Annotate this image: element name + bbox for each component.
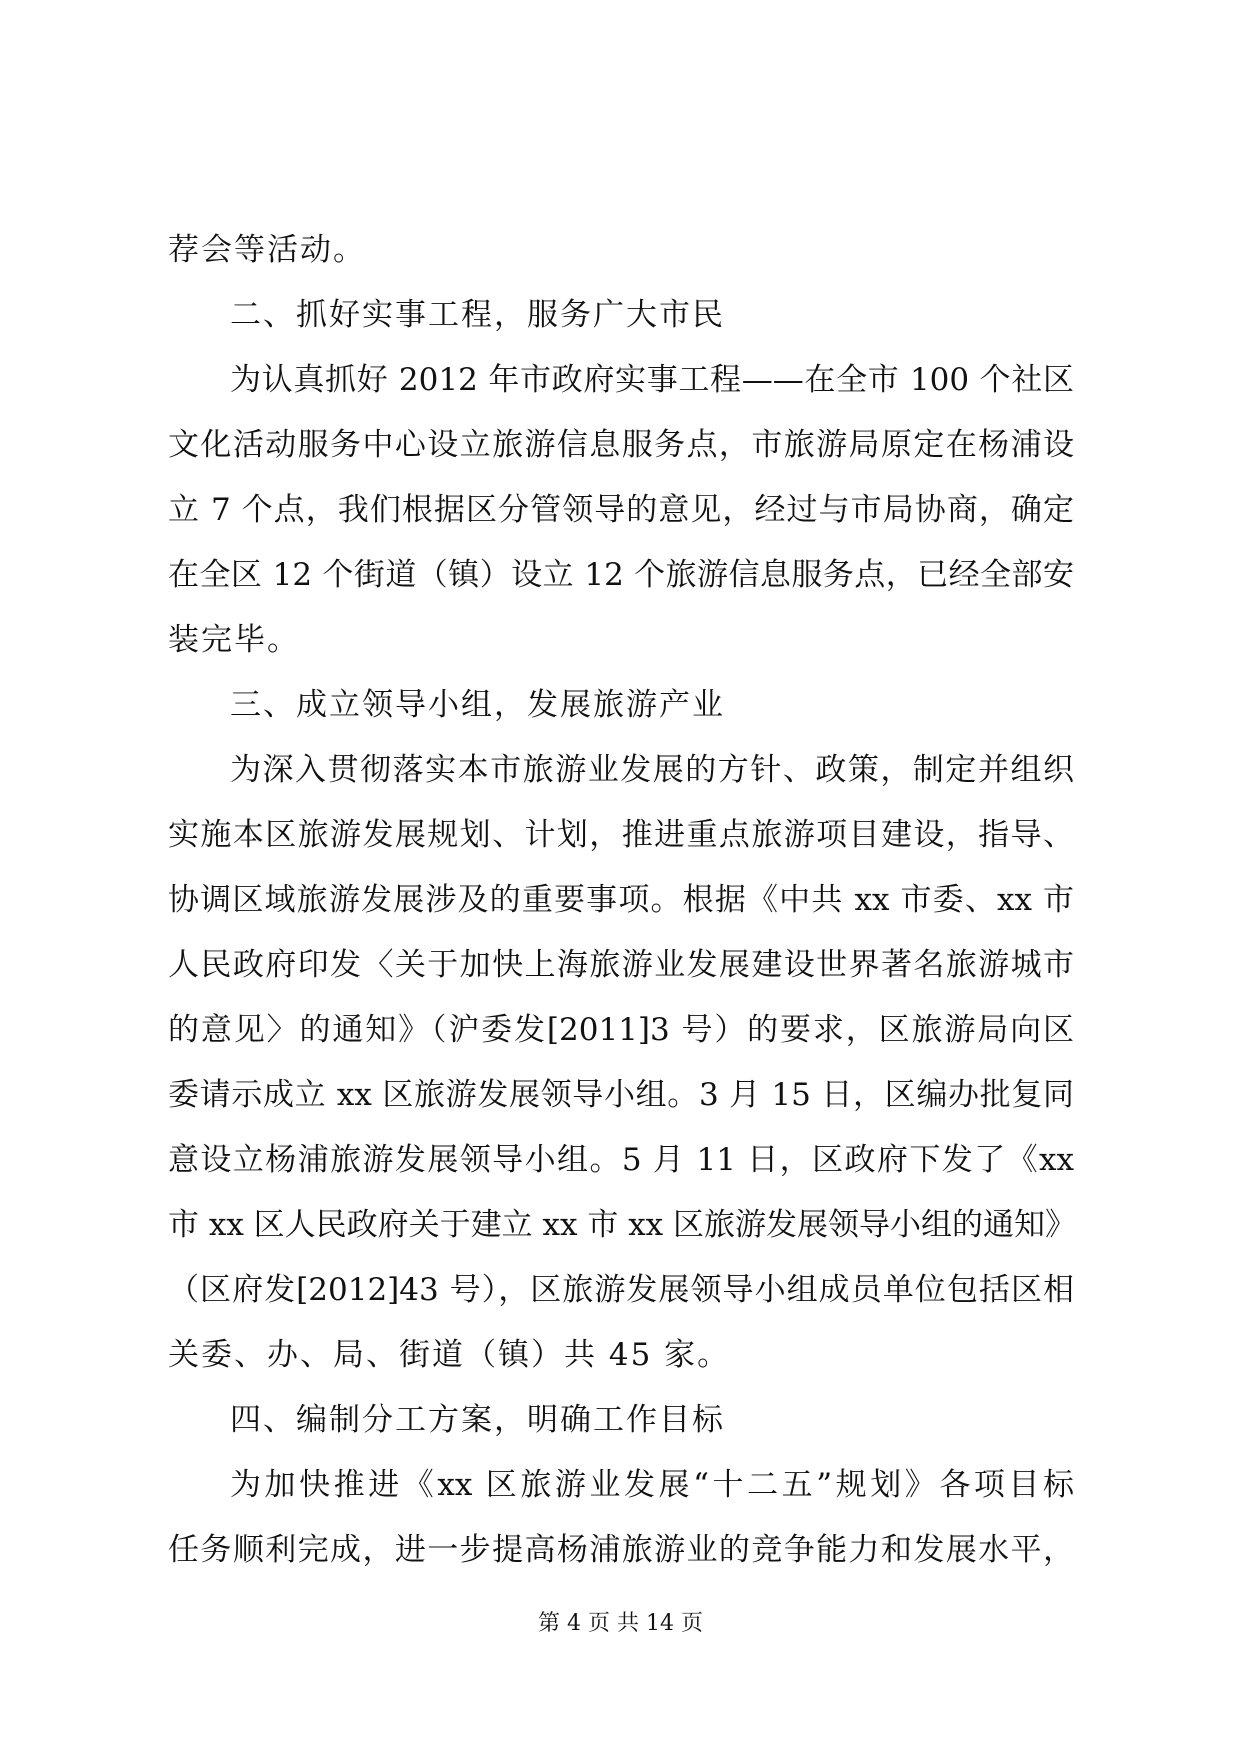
paragraph-line: 为加快推进《xx 区旅游业发展“十二五”规划》各项目标 — [230, 1467, 1074, 1503]
paragraph-line: 装完毕。 — [168, 622, 300, 658]
paragraph-line: 文化活动服务中心设立旅游信息服务点，市旅游局原定在杨浦设 — [168, 427, 1074, 463]
paragraph-line: 在全区 12 个街道（镇）设立 12 个旅游信息服务点，已经全部安 — [168, 557, 1074, 593]
paragraph-line: 立 7 个点，我们根据区分管领导的意见，经过与市局协商，确定 — [168, 492, 1074, 528]
paragraph-line: 为深入贯彻落实本市旅游业发展的方针、政策，制定并组织 — [230, 752, 1074, 788]
section-heading: 三、成立领导小组，发展旅游产业 — [230, 687, 725, 723]
paragraph-line: 协调区域旅游发展涉及的重要事项。根据《中共 xx 市委、xx 市 — [168, 882, 1074, 918]
paragraph-line: 实施本区旅游发展规划、计划，推进重点旅游项目建设，指导、 — [168, 817, 1074, 853]
paragraph-line: 意设立杨浦旅游发展领导小组。5 月 11 日，区政府下发了《xx — [168, 1142, 1074, 1178]
paragraph-line: 荐会等活动。 — [168, 232, 366, 268]
paragraph-line: 的意见〉的通知》（沪委发[2011]3 号）的要求，区旅游局向区 — [168, 1012, 1074, 1048]
section-heading: 四、编制分工方案，明确工作目标 — [230, 1402, 725, 1438]
section-heading: 二、抓好实事工程，服务广大市民 — [230, 297, 725, 333]
paragraph-line: 人民政府印发〈关于加快上海旅游业发展建设世界著名旅游城市 — [168, 947, 1074, 983]
page-number-footer: 第 4 页 共 14 页 — [538, 1611, 703, 1636]
paragraph-line: 为认真抓好 2012 年市政府实事工程——在全市 100 个社区 — [230, 362, 1074, 398]
paragraph-line: （区府发[2012]43 号），区旅游发展领导小组成员单位包括区相 — [168, 1272, 1074, 1308]
paragraph-line: 关委、办、局、街道（镇）共 45 家。 — [168, 1337, 731, 1373]
paragraph-line: 市 xx 区人民政府关于建立 xx 市 xx 区旅游发展领导小组的通知》 — [168, 1207, 1077, 1243]
paragraph-line: 委请示成立 xx 区旅游发展领导小组。3 月 15 日，区编办批复同 — [168, 1077, 1074, 1113]
paragraph-line: 任务顺利完成，进一步提高杨浦旅游业的竞争能力和发展水平， — [168, 1532, 1074, 1568]
